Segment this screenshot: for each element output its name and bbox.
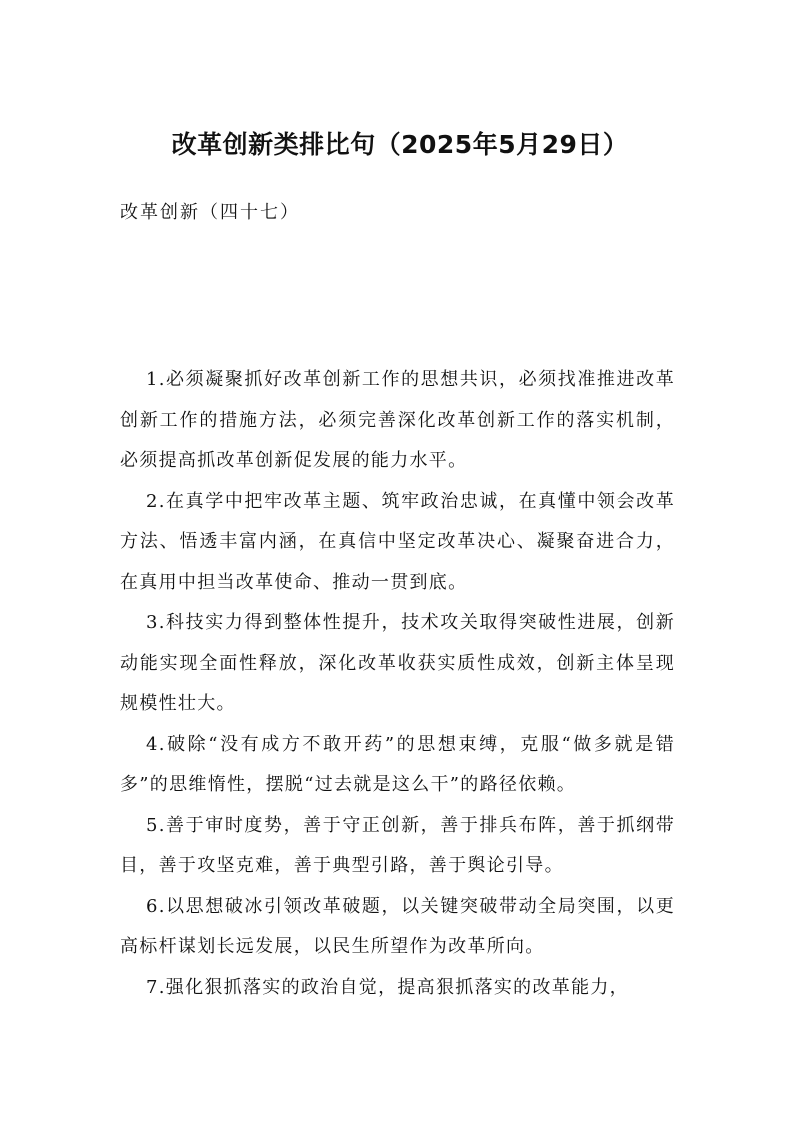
paragraph-7: 7.强化狠抓落实的政治自觉，提高狠抓落实的改革能力， bbox=[146, 976, 629, 998]
paragraph-5: 5.善于审时度势，善于守正创新，善于排兵布阵，善于抓纲带目，善于攻坚克难，善于典型引路，善于舆论引导。 bbox=[120, 814, 675, 876]
paragraph-1: 1.必须凝聚抓好改革创新工作的思想共识，必须找准推进改革创新工作的措施方法，必须完善深化改革创新工作的落实机制，必须提高抓改革创新促发展的能力水平。 bbox=[120, 369, 675, 471]
document-title: 改革创新类排比句（2025年5月29日） bbox=[171, 130, 629, 159]
paragraph-2: 2.在真学中把牢改革主题、筑牢政治忠诚，在真懂中领会改革方法、悟透丰富内涵，在真信中坚定改革决心、凝聚奋进合力，在真用中担当改革使命、推动一贯到底。 bbox=[120, 490, 675, 593]
document-subtitle: 改革创新（四十七） bbox=[120, 202, 300, 223]
paragraph-4: 4.破除“没有成方不敢开药”的思想束缚，克服“做多就是错多”的思维惰性，摆脱“过去就是这么干”的路径依赖。 bbox=[120, 733, 675, 795]
paragraph-6: 6.以思想破冰引领改革破题，以关键突破带动全局突围，以更高标杆谋划长远发展，以民生所望作为改革所向。 bbox=[120, 895, 675, 957]
document-body bbox=[120, 360, 675, 1008]
paragraph-3: 3.科技实力得到整体性提升，技术攻关取得突破性进展，创新动能实现全面性释放，深化改革收获实质性成效，创新主体呈现规模性壮大。 bbox=[120, 612, 675, 714]
